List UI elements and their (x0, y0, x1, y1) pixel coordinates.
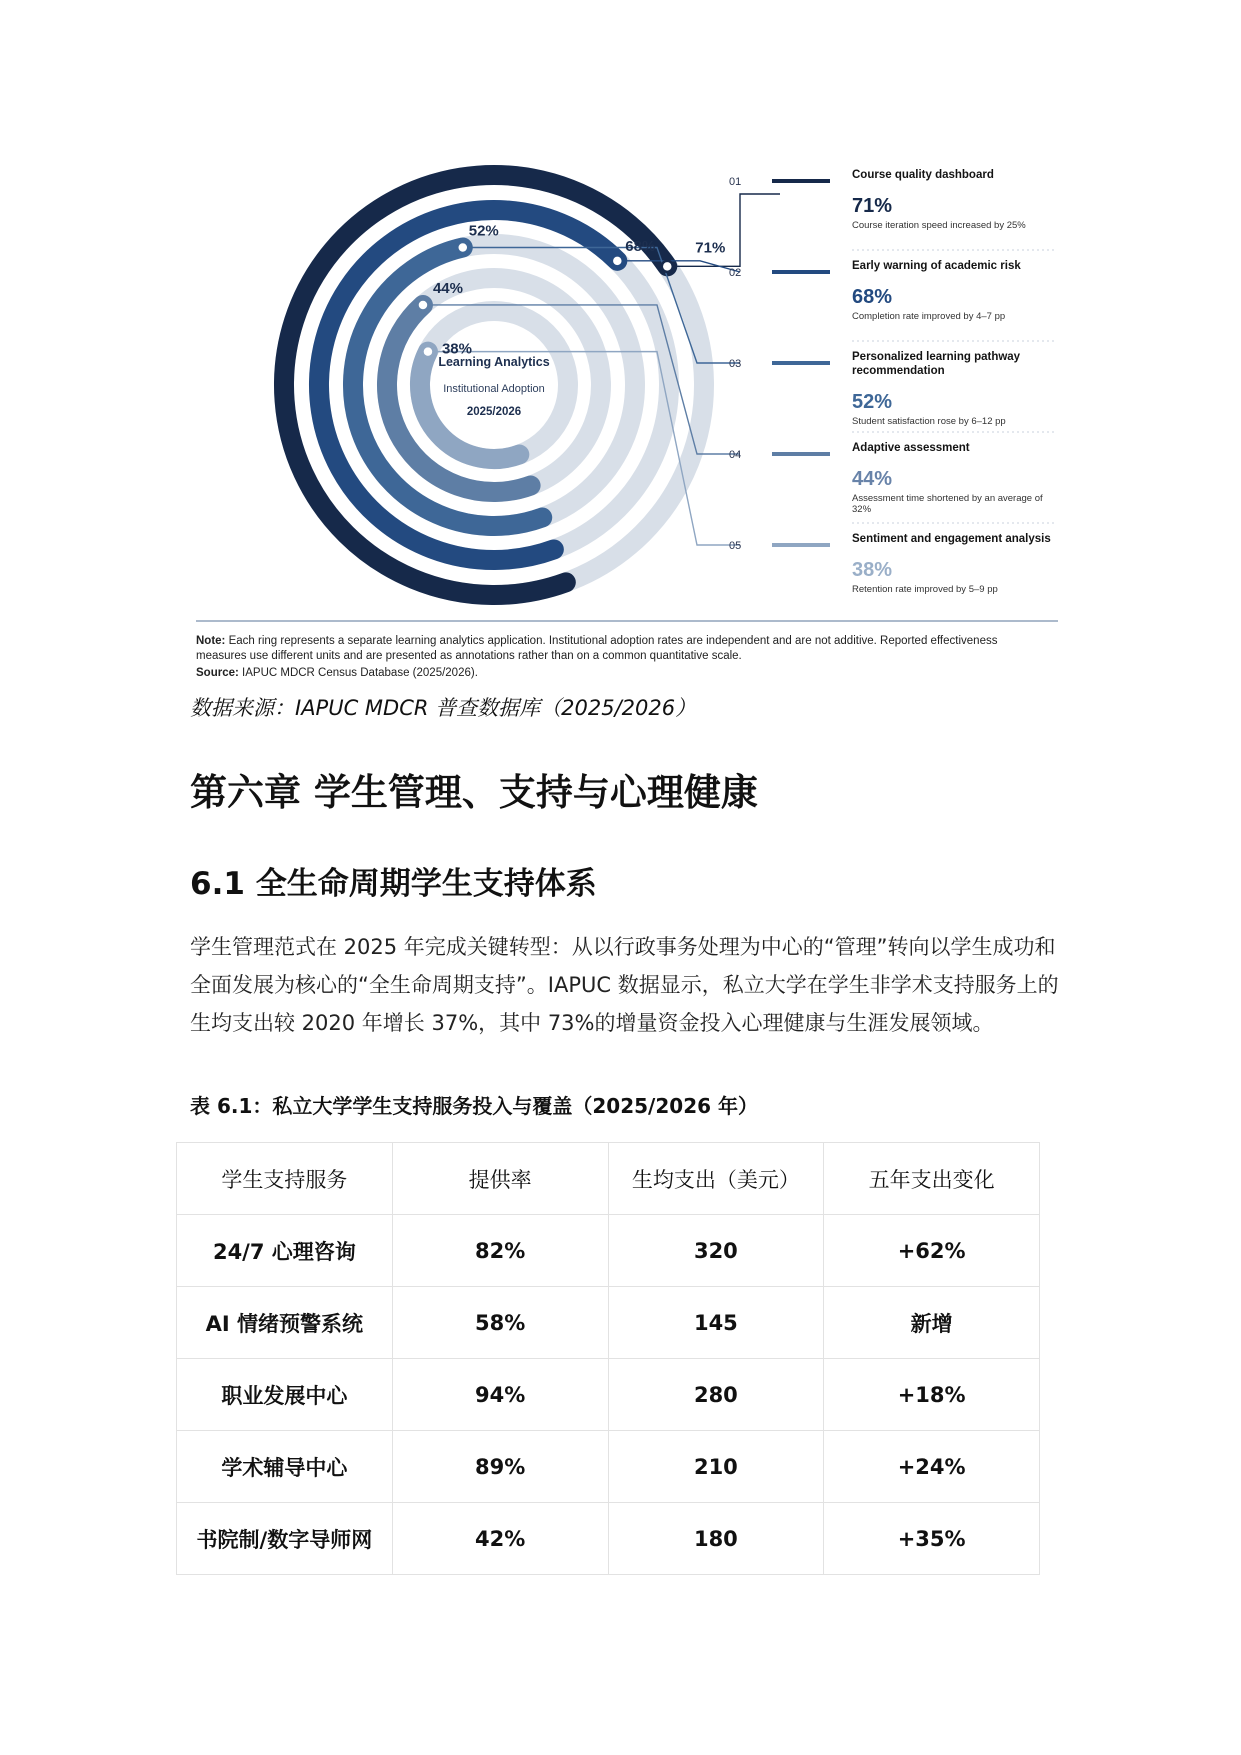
ring-value-label: 38% (441, 340, 472, 358)
cell-rate: 82% (392, 1215, 608, 1287)
ring-value-label: 52% (468, 222, 499, 240)
cell-rate: 89% (392, 1431, 608, 1503)
source-text: IAPUC MDCR Census Database (2025/2026). (242, 667, 478, 679)
header-change: 五年支出变化 (824, 1143, 1040, 1215)
cell-rate: 94% (392, 1359, 608, 1431)
figure-source (196, 666, 1046, 681)
table-header-row (177, 1143, 1040, 1215)
center-period: 2025/2026 (466, 406, 522, 418)
legend-number: 04 (729, 449, 742, 461)
legend-note: Retention rate improved by 5–9 pp (852, 584, 998, 595)
cell-spend: 180 (608, 1503, 824, 1575)
legend-value: 52% (852, 391, 893, 413)
cell-service: 24/7 心理咨询 (177, 1215, 393, 1287)
legend-number: 02 (729, 267, 742, 279)
ring-value-label: 71% (695, 239, 726, 257)
ring-end-marker (662, 261, 673, 272)
ring-end-marker (417, 299, 428, 310)
figure-caption-source: 数据来源：IAPUC MDCR 普查数据库（2025/2026） (190, 696, 697, 720)
legend-number: 03 (729, 358, 742, 370)
cell-spend: 320 (608, 1215, 824, 1287)
connector-line (675, 194, 780, 266)
legend-name: Course quality dashboard (852, 169, 994, 181)
note-text: Each ring represents a separate learning analytics application. Institutional adoption rates are independent and are not additive. Reported effectiveness measures use different units and are presented as annotations rather than on a common quantitative scale. (196, 635, 998, 662)
learning-analytics-radial-chart (0, 0, 1241, 740)
cell-change: 新增 (824, 1287, 1040, 1359)
legend-value: 71% (852, 195, 893, 217)
cell-service: AI 情绪预警系统 (177, 1287, 393, 1359)
cell-change: +24% (824, 1431, 1040, 1503)
table-row (177, 1431, 1040, 1503)
cell-change: +35% (824, 1503, 1040, 1575)
ring-end-marker (422, 346, 433, 357)
ring-value-label: 68% (625, 237, 656, 255)
cell-rate: 42% (392, 1503, 608, 1575)
table-row (177, 1287, 1040, 1359)
figure-notes (196, 634, 1046, 681)
legend-name: Adaptive assessment (852, 442, 970, 454)
table-title: 表 6.1：私立大学学生支持服务投入与覆盖（2025/2026 年） (190, 1094, 758, 1118)
cell-service: 书院制/数字导师网 (177, 1503, 393, 1575)
ring-value-label: 44% (432, 279, 463, 297)
legend-note: Assessment time shortened by an average of 32% (852, 493, 1043, 515)
ring-end-marker (457, 242, 468, 253)
cell-spend: 210 (608, 1431, 824, 1503)
chapter-title: 第六章 学生管理、支持与心理健康 (190, 771, 758, 814)
table-row (177, 1359, 1040, 1431)
header-service: 学生支持服务 (177, 1143, 393, 1215)
student-support-table (176, 1142, 1040, 1575)
cell-service: 学术辅导中心 (177, 1431, 393, 1503)
legend-number: 05 (729, 540, 742, 552)
section-title: 6.1 全生命周期学生支持体系 (190, 866, 597, 902)
body-paragraph: 学生管理范式在 2025 年完成关键转型：从以行政事务处理为中心的“管理”转向以学生成功和全面发展为核心的“全生命周期支持”。IAPUC 数据显示，私立大学在学生非学术支持服务上的生均支出较 2020 年增长 37%，其中 73%的增量资金投入心理健康与生涯发展领域。 (190, 935, 1059, 1035)
legend-note: Student satisfaction rose by 6–12 pp (852, 416, 1006, 427)
table-row (177, 1215, 1040, 1287)
legend-number: 01 (729, 176, 742, 188)
figure-note (196, 634, 1046, 664)
note-label: Note: (196, 635, 226, 647)
header-rate: 提供率 (392, 1143, 608, 1215)
header-spend: 生均支出（美元） (608, 1143, 824, 1215)
legend-value: 68% (852, 286, 893, 308)
legend-name: Sentiment and engagement analysis (852, 533, 1051, 545)
legend-value: 38% (852, 559, 893, 581)
legend-value: 44% (852, 468, 893, 490)
cell-rate: 58% (392, 1287, 608, 1359)
ring-end-marker (612, 255, 623, 266)
legend-name: Early warning of academic risk (852, 260, 1021, 272)
cell-spend: 280 (608, 1359, 824, 1431)
legend-note: Course iteration speed increased by 25% (852, 220, 1026, 231)
source-label: Source: (196, 667, 239, 679)
legend-note: Completion rate improved by 4–7 pp (852, 311, 1006, 322)
cell-change: +18% (824, 1359, 1040, 1431)
center-title: Learning Analytics (438, 355, 550, 369)
legend-name: Personalized learning pathway recommendation (852, 351, 1021, 377)
cell-spend: 145 (608, 1287, 824, 1359)
center-subtitle: Institutional Adoption (443, 383, 545, 395)
cell-change: +62% (824, 1215, 1040, 1287)
cell-service: 职业发展中心 (177, 1359, 393, 1431)
table-row (177, 1503, 1040, 1575)
